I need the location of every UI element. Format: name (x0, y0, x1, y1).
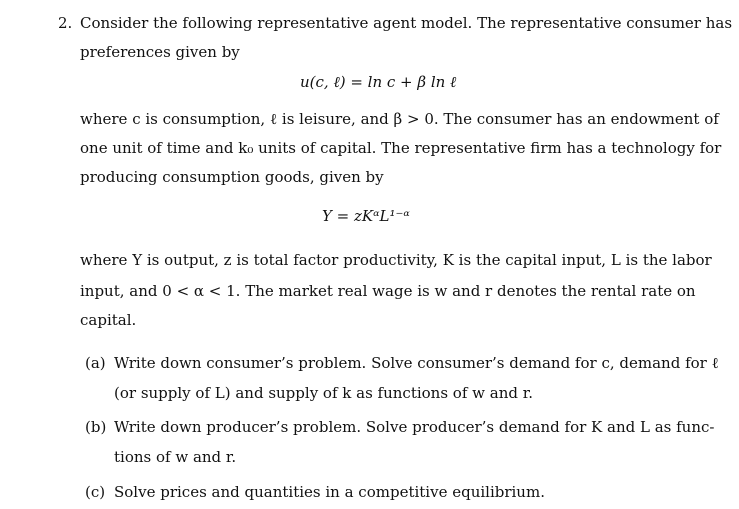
intro-line-2: preferences given by (80, 43, 240, 61)
problem-number: 2. (58, 14, 73, 32)
intro-line-1: Consider the following representative agent model. The representative consumer has (80, 14, 733, 32)
part-a-line-2: (or supply of L) and supply of k as functions of w and r. (114, 384, 534, 402)
part-c-line-1: Solve prices and quantities in a competitive equilibrium. (114, 483, 545, 501)
part-b-label: (b) (85, 418, 107, 436)
part-a-line-1: Write down consumer’s problem. Solve consumer’s demand for c, demand for ℓ (114, 354, 719, 372)
paragraph-line-2: one unit of time and k₀ units of capital. The representative firm has a technology for (80, 139, 722, 157)
utility-equation: u(c, ℓ) = ln c + β ln ℓ (300, 73, 457, 91)
production-equation: Y = zKᵅL¹⁻ᵅ (322, 207, 410, 225)
part-b-line-2: tions of w and r. (114, 448, 237, 466)
paragraph-line-4: where Y is output, z is total factor productivity, K is the capital input, L is the labor (80, 251, 712, 269)
paragraph-line-1: where c is consumption, ℓ is leisure, and β > 0. The consumer has an endowment of (80, 110, 719, 128)
part-b-line-1: Write down producer’s problem. Solve producer’s demand for K and L as func- (114, 418, 715, 436)
paragraph-line-3: producing consumption goods, given by (80, 168, 384, 186)
part-a-label: (a) (85, 354, 106, 372)
paragraph-line-6: capital. (80, 311, 137, 329)
paragraph-line-5: input, and 0 < α < 1. The market real wage is w and r denotes the rental rate on (80, 282, 696, 300)
part-c-label: (c) (85, 483, 106, 501)
